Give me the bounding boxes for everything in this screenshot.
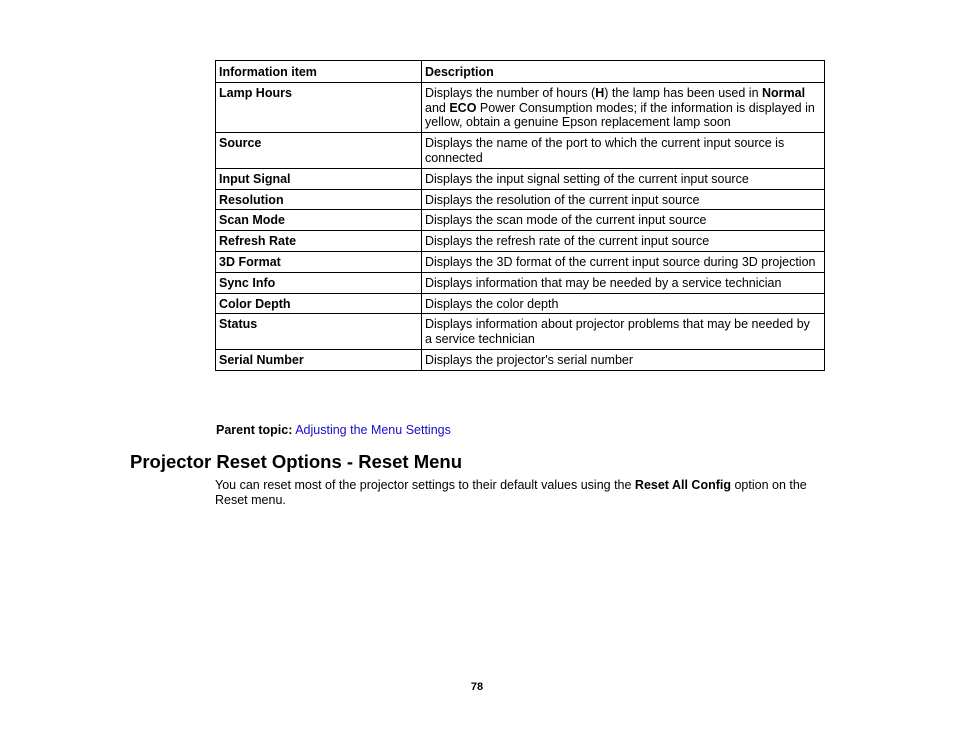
description-cell — [422, 168, 825, 189]
table-row — [216, 349, 825, 370]
information-item-cell: Scan Mode — [216, 210, 422, 231]
description-text: Displays the scan mode of the current input source — [425, 213, 707, 228]
table-row — [216, 82, 825, 132]
description-cell — [422, 210, 825, 231]
description-text: Displays the input signal setting of the current input source — [425, 171, 749, 186]
section-heading: Projector Reset Options - Reset Menu — [130, 451, 463, 472]
information-item-cell: Lamp Hours — [216, 82, 422, 132]
description-text: Displays the color depth — [425, 296, 559, 311]
description-bold-text: ECO — [449, 100, 477, 115]
table-body — [216, 82, 825, 370]
page-number: 78 — [470, 681, 484, 693]
description-text: Displays information that may be needed by a service technician — [425, 275, 782, 290]
description-text: Displays the refresh rate of the current input source — [425, 234, 710, 249]
description-bold-text: Normal — [762, 85, 806, 100]
table-row — [216, 293, 825, 314]
description-cell — [422, 231, 825, 252]
intro-bold-option: Reset All Config — [634, 478, 731, 492]
information-item-cell: Resolution — [216, 189, 422, 210]
description-cell — [422, 133, 825, 169]
table-row — [216, 189, 825, 210]
description-cell — [422, 189, 825, 210]
description-text: Displays the name of the port to which the current input source is connected — [425, 136, 785, 165]
information-item-cell: Sync Info — [216, 272, 422, 293]
information-item-cell: Serial Number — [216, 349, 422, 370]
information-item-cell: Source — [216, 133, 422, 169]
table-row — [216, 210, 825, 231]
information-item-cell: Status — [216, 314, 422, 350]
intro-text-end: option on the Reset menu. — [215, 478, 807, 507]
description-text: Power Consumption modes; if the information is displayed in yellow, obtain a genuine Epson replacement lamp soon — [425, 100, 815, 130]
table-row — [216, 314, 825, 350]
table-row — [216, 272, 825, 293]
information-item-cell: 3D Format — [216, 251, 422, 272]
description-cell — [422, 82, 825, 132]
information-item-cell: Refresh Rate — [216, 231, 422, 252]
description-text: ) the lamp has been used in — [604, 85, 762, 100]
intro-text-start: You can reset most of the projector settings to their default values using the — [215, 478, 635, 492]
description-text: Displays information about projector problems that may be needed by a service technician — [425, 317, 810, 347]
description-text: and — [425, 100, 450, 115]
description-text: Displays the number of hours ( — [425, 85, 596, 100]
header-information-item: Information item — [216, 61, 422, 83]
information-item-cell: Input Signal — [216, 168, 422, 189]
header-description: Description — [422, 61, 825, 83]
description-cell — [422, 251, 825, 272]
table-row — [216, 168, 825, 189]
parent-topic-link[interactable]: Adjusting the Menu Settings — [295, 423, 451, 437]
parent-topic-label: Parent topic: — [216, 423, 293, 437]
description-cell — [422, 314, 825, 350]
table-row — [216, 133, 825, 169]
description-text: Displays the resolution of the current input source — [425, 192, 700, 207]
description-text: Displays the projector's serial number — [425, 352, 634, 367]
information-table — [215, 60, 825, 371]
description-bold-text: H — [595, 85, 605, 100]
description-cell — [422, 272, 825, 293]
description-text: Displays the 3D format of the current input source during 3D projection — [425, 254, 816, 269]
information-item-cell: Color Depth — [216, 293, 422, 314]
description-cell — [422, 349, 825, 370]
table-row — [216, 251, 825, 272]
table-header-row — [216, 61, 825, 83]
table-row — [216, 231, 825, 252]
parent-topic — [216, 423, 451, 438]
description-cell — [422, 293, 825, 314]
intro-paragraph — [215, 478, 825, 508]
